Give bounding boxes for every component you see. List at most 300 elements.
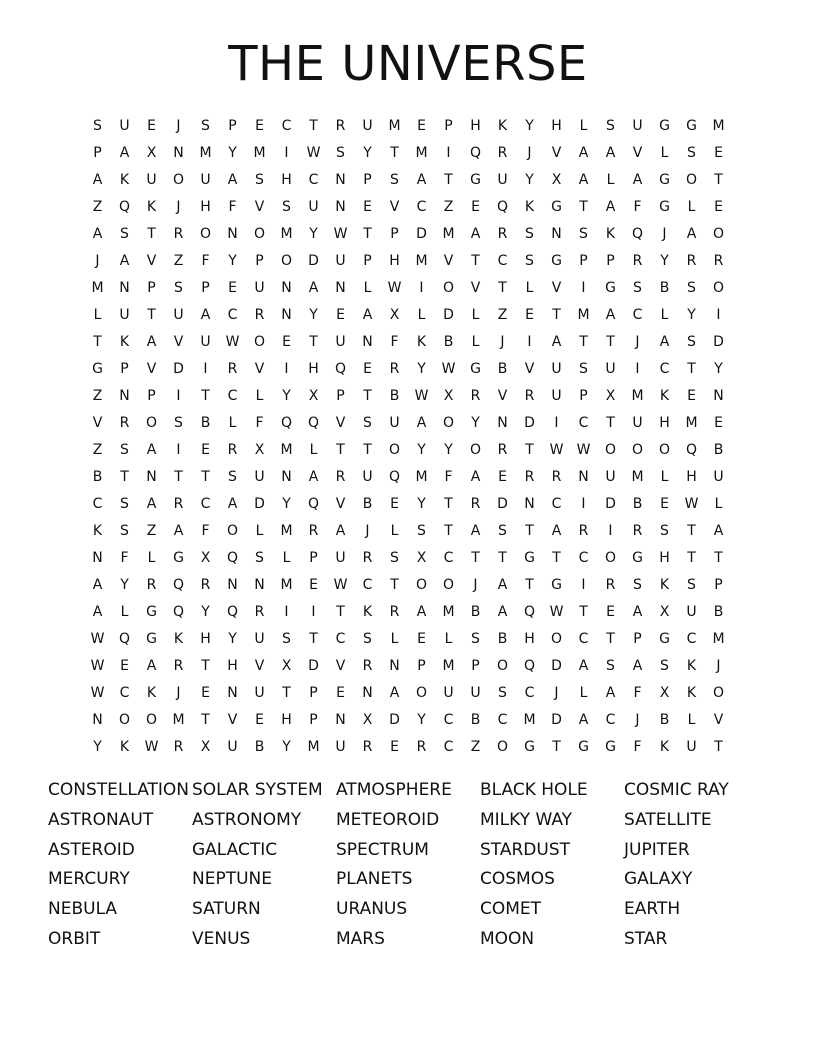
grid-letter: A	[200, 306, 211, 323]
grid-letter: M	[280, 441, 293, 458]
grid-letter: W	[576, 441, 591, 458]
grid-letter: O	[226, 522, 239, 539]
grid-letter: Y	[282, 738, 291, 755]
grid-letter: L	[228, 414, 237, 431]
grid-letter: F	[633, 738, 642, 755]
word-bank-item: METEOROID	[336, 809, 440, 830]
word-bank-item: GALACTIC	[192, 839, 278, 860]
grid-letter: A	[497, 576, 508, 593]
grid-letter: Z	[146, 522, 157, 539]
word-bank-item: STAR	[624, 928, 668, 949]
grid-letter: S	[93, 117, 102, 134]
grid-letter: R	[173, 225, 184, 242]
grid-letter: W	[333, 225, 348, 242]
grid-letter: T	[282, 684, 291, 701]
grid-letter: H	[686, 468, 697, 485]
grid-letter: E	[363, 198, 372, 215]
grid-letter: W	[387, 279, 402, 296]
grid-letter: X	[659, 684, 670, 701]
grid-letter: I	[581, 495, 586, 512]
grid-letter: P	[309, 711, 318, 728]
grid-letter: R	[416, 738, 427, 755]
grid-letter: A	[92, 603, 103, 620]
grid-letter: U	[254, 684, 265, 701]
word-bank-item: ASTRONOMY	[192, 809, 302, 830]
grid-letter: V	[551, 144, 562, 161]
grid-letter: G	[146, 603, 157, 620]
grid-letter: K	[119, 333, 130, 350]
grid-letter: K	[362, 603, 373, 620]
grid-letter: E	[606, 603, 615, 620]
grid-letter: L	[687, 711, 696, 728]
grid-letter: U	[119, 306, 130, 323]
grid-letter: O	[658, 441, 671, 458]
grid-letter: S	[228, 468, 237, 485]
grid-letter: A	[416, 171, 427, 188]
grid-letter: A	[713, 522, 724, 539]
grid-letter: J	[662, 225, 667, 242]
grid-letter: M	[199, 144, 212, 161]
grid-letter: P	[363, 252, 372, 269]
grid-letter: S	[174, 414, 183, 431]
grid-letter: U	[308, 198, 319, 215]
grid-letter: R	[254, 306, 265, 323]
grid-letter: U	[200, 171, 211, 188]
grid-letter: C	[335, 630, 346, 647]
grid-letter: V	[146, 252, 157, 269]
word-bank-item: SOLAR SYSTEM	[192, 780, 323, 800]
grid-letter: Y	[417, 360, 426, 377]
grid-letter: T	[552, 306, 561, 323]
grid-letter: T	[552, 549, 561, 566]
grid-letter: F	[390, 333, 399, 350]
grid-letter: H	[200, 630, 211, 647]
grid-letter: K	[119, 738, 130, 755]
grid-letter: K	[659, 738, 670, 755]
grid-letter: G	[659, 630, 670, 647]
grid-letter: M	[631, 468, 644, 485]
grid-letter: U	[254, 630, 265, 647]
grid-letter: H	[308, 360, 319, 377]
grid-letter: A	[119, 252, 130, 269]
grid-letter: L	[255, 387, 264, 404]
grid-letter: Y	[417, 711, 426, 728]
grid-letter: F	[201, 252, 210, 269]
grid-letter: H	[524, 630, 535, 647]
grid-letter: S	[633, 279, 642, 296]
grid-letter: T	[336, 441, 345, 458]
grid-letter: R	[524, 468, 535, 485]
grid-letter: S	[579, 225, 588, 242]
grid-letter: A	[578, 657, 589, 674]
grid-letter: K	[659, 576, 670, 593]
grid-letter: U	[254, 468, 265, 485]
grid-letter: I	[581, 576, 586, 593]
grid-letter: E	[471, 198, 480, 215]
grid-letter: M	[280, 225, 293, 242]
grid-letter: P	[147, 387, 156, 404]
grid-letter: C	[659, 360, 670, 377]
grid-letter: U	[605, 468, 616, 485]
grid-letter: E	[201, 684, 210, 701]
grid-letter: M	[442, 225, 455, 242]
grid-letter: X	[443, 387, 454, 404]
grid-letter: M	[172, 711, 185, 728]
grid-letter: G	[173, 549, 184, 566]
grid-letter: M	[631, 387, 644, 404]
grid-letter: Y	[201, 603, 210, 620]
grid-letter: A	[362, 306, 373, 323]
grid-letter: I	[311, 603, 316, 620]
grid-letter: V	[254, 198, 265, 215]
grid-letter: N	[227, 576, 238, 593]
grid-letter: M	[712, 630, 725, 647]
grid-letter: U	[146, 171, 157, 188]
grid-letter: B	[632, 495, 643, 512]
grid-letter: L	[147, 549, 156, 566]
grid-letter: T	[498, 279, 507, 296]
grid-letter: Q	[388, 468, 401, 485]
grid-letter: A	[632, 657, 643, 674]
grid-letter: N	[389, 657, 400, 674]
grid-letter: T	[336, 603, 345, 620]
grid-letter: A	[146, 333, 157, 350]
grid-letter: F	[120, 549, 129, 566]
grid-letter: S	[120, 495, 129, 512]
grid-letter: X	[389, 306, 400, 323]
grid-letter: Y	[282, 495, 291, 512]
grid-letter: R	[362, 657, 373, 674]
grid-letter: R	[686, 252, 697, 269]
grid-letter: Y	[417, 495, 426, 512]
grid-letter: A	[686, 225, 697, 242]
grid-letter: L	[309, 441, 318, 458]
grid-letter: Y	[228, 252, 237, 269]
grid-letter: T	[687, 522, 696, 539]
grid-letter: U	[362, 468, 373, 485]
grid-letter: A	[146, 495, 157, 512]
grid-letter: L	[579, 117, 588, 134]
grid-letter: A	[632, 171, 643, 188]
grid-letter: A	[605, 306, 616, 323]
grid-letter: Y	[282, 387, 291, 404]
word-bank-item: URANUS	[336, 899, 408, 920]
grid-letter: R	[362, 738, 373, 755]
grid-letter: P	[471, 657, 480, 674]
grid-letter: L	[660, 306, 669, 323]
grid-letter: T	[309, 117, 318, 134]
grid-letter: N	[173, 144, 184, 161]
grid-letter: D	[389, 711, 400, 728]
grid-letter: U	[470, 684, 481, 701]
grid-letter: M	[577, 306, 590, 323]
grid-letter: U	[605, 360, 616, 377]
grid-letter: F	[201, 522, 210, 539]
grid-letter: A	[551, 522, 562, 539]
grid-letter: T	[579, 603, 588, 620]
grid-letter: E	[498, 468, 507, 485]
grid-letter: S	[363, 414, 372, 431]
grid-letter: I	[284, 144, 289, 161]
grid-letter: B	[497, 630, 508, 647]
grid-letter: P	[579, 252, 588, 269]
grid-letter: T	[498, 549, 507, 566]
grid-letter: S	[660, 657, 669, 674]
grid-letter: B	[470, 603, 481, 620]
grid-letter: Z	[92, 441, 103, 458]
word-bank-item: PLANETS	[336, 869, 413, 890]
grid-letter: M	[442, 657, 455, 674]
grid-letter: K	[92, 522, 103, 539]
grid-letter: P	[309, 549, 318, 566]
grid-letter: D	[308, 252, 319, 269]
grid-letter: T	[363, 225, 372, 242]
grid-letter: N	[119, 387, 130, 404]
grid-letter: Q	[307, 414, 320, 431]
grid-letter: P	[633, 630, 642, 647]
grid-letter: S	[633, 576, 642, 593]
grid-letter: X	[200, 549, 211, 566]
grid-letter: C	[605, 711, 616, 728]
grid-letter: O	[280, 252, 293, 269]
grid-letter: T	[120, 468, 129, 485]
grid-letter: Q	[631, 225, 644, 242]
grid-letter: G	[659, 171, 670, 188]
grid-letter: D	[416, 225, 427, 242]
grid-letter: A	[659, 333, 670, 350]
grid-letter: S	[363, 630, 372, 647]
grid-letter: I	[608, 522, 613, 539]
grid-letter: V	[92, 414, 103, 431]
grid-letter: A	[308, 279, 319, 296]
grid-letter: I	[176, 441, 181, 458]
grid-letter: I	[284, 360, 289, 377]
grid-letter: G	[551, 198, 562, 215]
grid-letter: D	[443, 306, 454, 323]
grid-letter: R	[335, 468, 346, 485]
grid-letter: Y	[363, 144, 372, 161]
grid-letter: C	[416, 198, 427, 215]
grid-letter: S	[471, 630, 480, 647]
grid-letter: O	[469, 441, 482, 458]
page-title: THE UNIVERSE	[228, 36, 588, 92]
grid-letter: U	[173, 306, 184, 323]
grid-letter: A	[578, 144, 589, 161]
grid-letter: K	[146, 198, 157, 215]
grid-letter: M	[280, 522, 293, 539]
grid-letter: M	[253, 144, 266, 161]
grid-letter: B	[362, 495, 373, 512]
grid-letter: P	[444, 117, 453, 134]
word-bank-item: ASTRONAUT	[48, 809, 154, 830]
grid-letter: S	[282, 630, 291, 647]
grid-letter: U	[335, 252, 346, 269]
grid-letter: H	[659, 414, 670, 431]
grid-letter: N	[335, 711, 346, 728]
grid-letter: S	[336, 144, 345, 161]
grid-letter: E	[120, 657, 129, 674]
grid-letter: T	[606, 630, 615, 647]
grid-letter: U	[497, 171, 508, 188]
grid-letter: L	[471, 333, 480, 350]
grid-letter: U	[389, 414, 400, 431]
grid-letter: I	[176, 387, 181, 404]
grid-letter: E	[147, 117, 156, 134]
grid-letter: O	[442, 414, 455, 431]
grid-letter: C	[443, 738, 454, 755]
grid-letter: W	[441, 360, 456, 377]
grid-letter: A	[470, 522, 481, 539]
grid-letter: R	[578, 522, 589, 539]
grid-letter: S	[606, 657, 615, 674]
word-bank-item: VENUS	[192, 928, 251, 949]
grid-letter: A	[92, 225, 103, 242]
grid-letter: R	[497, 225, 508, 242]
grid-letter: O	[712, 279, 725, 296]
grid-letter: G	[551, 252, 562, 269]
grid-letter: S	[498, 522, 507, 539]
word-bank-item: COMET	[480, 899, 542, 920]
grid-letter: U	[551, 387, 562, 404]
grid-letter: A	[146, 657, 157, 674]
grid-letter: V	[470, 279, 481, 296]
grid-letter: P	[417, 657, 426, 674]
grid-letter: R	[308, 522, 319, 539]
grid-letter: T	[309, 333, 318, 350]
grid-letter: M	[280, 576, 293, 593]
grid-letter: M	[442, 603, 455, 620]
grid-letter: U	[254, 279, 265, 296]
grid-letter: M	[685, 414, 698, 431]
grid-letter: Y	[120, 576, 129, 593]
grid-letter: O	[604, 441, 617, 458]
grid-letter: K	[146, 684, 157, 701]
grid-letter: U	[227, 738, 238, 755]
grid-letter: W	[684, 495, 699, 512]
grid-letter: B	[713, 441, 724, 458]
grid-letter: S	[201, 117, 210, 134]
grid-letter: B	[713, 603, 724, 620]
grid-letter: C	[227, 387, 238, 404]
grid-letter: E	[336, 306, 345, 323]
grid-letter: E	[363, 360, 372, 377]
grid-letter: R	[335, 117, 346, 134]
grid-letter: O	[145, 414, 158, 431]
grid-letter: T	[579, 333, 588, 350]
grid-letter: U	[335, 549, 346, 566]
grid-letter: W	[306, 144, 321, 161]
word-bank-item: EARTH	[624, 899, 681, 920]
grid-letter: T	[174, 468, 183, 485]
grid-letter: W	[549, 603, 564, 620]
grid-letter: Q	[307, 495, 320, 512]
word-bank-item: MARS	[336, 928, 385, 949]
grid-letter: T	[201, 387, 210, 404]
grid-letter: V	[632, 144, 643, 161]
grid-letter: G	[605, 279, 616, 296]
word-bank-item: ATMOSPHERE	[336, 780, 452, 800]
grid-letter: S	[390, 549, 399, 566]
grid-letter: G	[578, 738, 589, 755]
grid-letter: C	[497, 711, 508, 728]
grid-letter: I	[581, 279, 586, 296]
grid-letter: G	[524, 549, 535, 566]
grid-letter: I	[554, 414, 559, 431]
grid-letter: A	[605, 198, 616, 215]
grid-letter: C	[119, 684, 130, 701]
grid-letter: R	[227, 441, 238, 458]
grid-letter: O	[550, 630, 563, 647]
grid-letter: D	[173, 360, 184, 377]
grid-letter: N	[524, 495, 535, 512]
grid-letter: F	[633, 684, 642, 701]
grid-letter: B	[659, 279, 670, 296]
grid-letter: G	[605, 738, 616, 755]
grid-letter: L	[390, 522, 399, 539]
grid-letter: V	[146, 360, 157, 377]
grid-letter: L	[363, 279, 372, 296]
grid-letter: M	[307, 738, 320, 755]
grid-letter: L	[525, 279, 534, 296]
grid-letter: W	[144, 738, 159, 755]
grid-letter: Y	[444, 441, 453, 458]
grid-letter: A	[497, 603, 508, 620]
grid-letter: V	[443, 252, 454, 269]
grid-letter: P	[363, 171, 372, 188]
grid-letter: K	[497, 117, 508, 134]
grid-letter: M	[415, 252, 428, 269]
grid-letter: C	[686, 630, 697, 647]
grid-letter: I	[419, 279, 424, 296]
grid-letter: B	[254, 738, 265, 755]
grid-letter: R	[254, 603, 265, 620]
grid-letter: U	[362, 117, 373, 134]
grid-letter: Y	[525, 171, 534, 188]
grid-letter: R	[551, 468, 562, 485]
grid-letter: S	[417, 522, 426, 539]
word-bank-item: MILKY WAY	[480, 809, 573, 830]
grid-letter: L	[660, 144, 669, 161]
grid-letter: A	[173, 522, 184, 539]
grid-letter: S	[255, 549, 264, 566]
grid-letter: C	[362, 576, 373, 593]
grid-letter: U	[443, 684, 454, 701]
grid-letter: C	[443, 549, 454, 566]
grid-letter: M	[712, 117, 725, 134]
grid-letter: V	[173, 333, 184, 350]
grid-letter: R	[146, 576, 157, 593]
grid-letter: O	[145, 711, 158, 728]
grid-letter: Y	[309, 225, 318, 242]
grid-letter: W	[333, 576, 348, 593]
grid-letter: C	[227, 306, 238, 323]
grid-letter: A	[227, 171, 238, 188]
grid-letter: T	[363, 387, 372, 404]
grid-letter: N	[227, 225, 238, 242]
grid-letter: J	[635, 333, 640, 350]
grid-letter: E	[228, 279, 237, 296]
grid-letter: N	[335, 279, 346, 296]
grid-letter: I	[446, 144, 451, 161]
grid-letter: R	[470, 495, 481, 512]
grid-letter: J	[473, 576, 478, 593]
grid-letter: X	[416, 549, 427, 566]
grid-letter: S	[579, 360, 588, 377]
grid-letter: Y	[93, 738, 102, 755]
grid-letter: D	[497, 495, 508, 512]
grid-letter: E	[201, 441, 210, 458]
grid-letter: T	[93, 333, 102, 350]
